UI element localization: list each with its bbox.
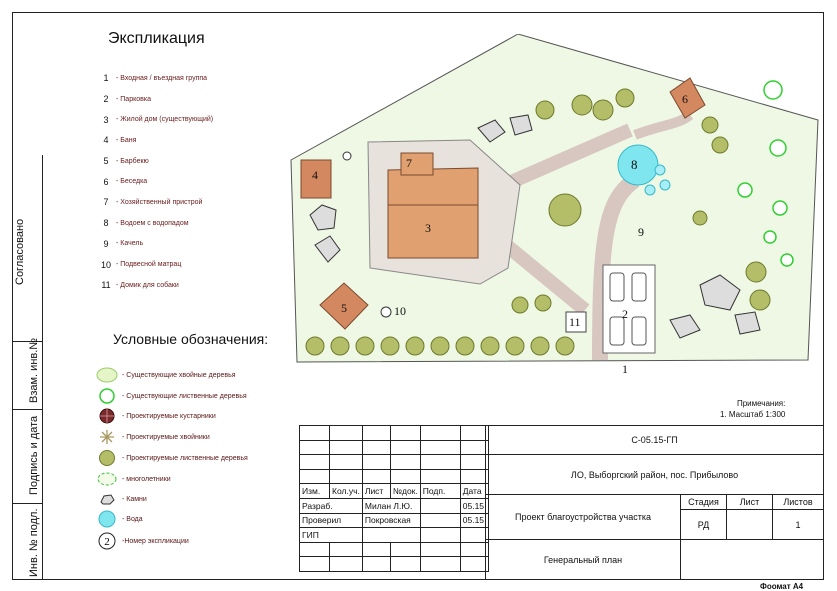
existing-deciduous-icon	[95, 387, 119, 405]
project-name: Проект благоустройства участка	[485, 494, 681, 540]
list-item: 2 - Парковка	[103, 94, 151, 105]
list-item: 10 - Подвесной матрац	[100, 259, 182, 270]
title-block	[299, 425, 824, 580]
revision-table: Изм. Кол.уч. Лист №док. Подп. Дата Разраб. Милан Л.Ю. 05.15 Проверил Покровская 05.15 ГИП	[299, 425, 489, 572]
list-item: 5 - Барбекю	[103, 156, 149, 167]
label-10: 10	[394, 304, 406, 318]
legend-item: - Камни	[95, 490, 147, 508]
legend-item: - многолетники	[95, 470, 171, 488]
org-cell	[680, 539, 824, 580]
conifer-icon	[95, 428, 119, 446]
label-3: 3	[425, 221, 431, 235]
sign-date-label: Подпись и дата	[28, 415, 40, 495]
legend-item: - Существующие хвойные деревья	[95, 366, 236, 384]
list-item: 7 - Хозяйственный пристрой	[103, 197, 203, 208]
label-11: 11	[569, 315, 581, 329]
label-2: 2	[622, 307, 628, 321]
side-stamp-strip	[12, 155, 43, 580]
list-item: 6 - Беседка	[103, 176, 148, 187]
notes: Примечания: 1. Масштаб 1:300	[720, 399, 786, 419]
explication-title: Экспликация	[108, 30, 205, 47]
legend-title: Условные обозначения:	[113, 331, 269, 347]
svg-text:2: 2	[104, 536, 110, 548]
existing-conifer-icon	[95, 366, 119, 384]
list-item: 3 - Жилой дом (существующий)	[103, 114, 214, 125]
house-3	[388, 168, 478, 258]
water-icon	[95, 510, 119, 528]
label-4: 4	[312, 168, 318, 182]
number-icon	[95, 532, 119, 550]
sheet-value	[726, 509, 773, 540]
legend-item: - Проектируемые хвойники	[95, 428, 210, 446]
legend-item: - Проектируемые лиственные деревья	[95, 449, 248, 467]
label-9: 9	[638, 225, 644, 239]
legend-item: 2 -Номер экспликации	[95, 532, 189, 550]
deciduous-icon	[95, 449, 119, 467]
sheet-name: Генеральный план	[485, 539, 681, 580]
label-5: 5	[341, 301, 347, 315]
stage-value: РД	[680, 509, 727, 540]
legend-item: - Проектируемые кустарники	[95, 407, 216, 425]
pond-8	[618, 145, 658, 185]
format-label: Фоомат А4	[760, 582, 804, 591]
label-8: 8	[631, 157, 638, 172]
inv-replace-label: Взам. инв.№	[28, 337, 40, 403]
list-item: 4 - Баня	[103, 135, 137, 146]
list-item: 1 - Входная / въездная группа	[103, 73, 208, 84]
site-plan	[288, 34, 824, 384]
list-item: 11 - Домик для собаки	[101, 280, 179, 291]
list-item: 9 - Качель	[103, 238, 144, 249]
stage-header: Стадия	[680, 494, 727, 510]
label-1: 1	[622, 362, 628, 376]
label-6: 6	[682, 92, 688, 106]
location: ЛО, Выборгский район, пос. Прибылово	[485, 454, 824, 495]
list-item: 8 - Водоем с водопадом	[103, 218, 189, 229]
label-7: 7	[406, 156, 412, 170]
perennial-icon	[95, 470, 119, 488]
inv-original-label: Инв. № подл.	[28, 508, 40, 577]
shrub-icon	[95, 407, 119, 425]
doc-code: С-05.15-ГП	[485, 425, 824, 455]
sheets-header: Листов	[772, 494, 824, 510]
stone-icon	[95, 490, 119, 508]
legend-item: - Вода	[95, 510, 143, 528]
sheets-value: 1	[772, 509, 824, 540]
legend-item: - Существующие лиственные деревья	[95, 387, 247, 405]
sheet-header: Лист	[726, 494, 773, 510]
agreed-label: Согласовано	[14, 218, 26, 285]
explication-list	[96, 68, 316, 296]
